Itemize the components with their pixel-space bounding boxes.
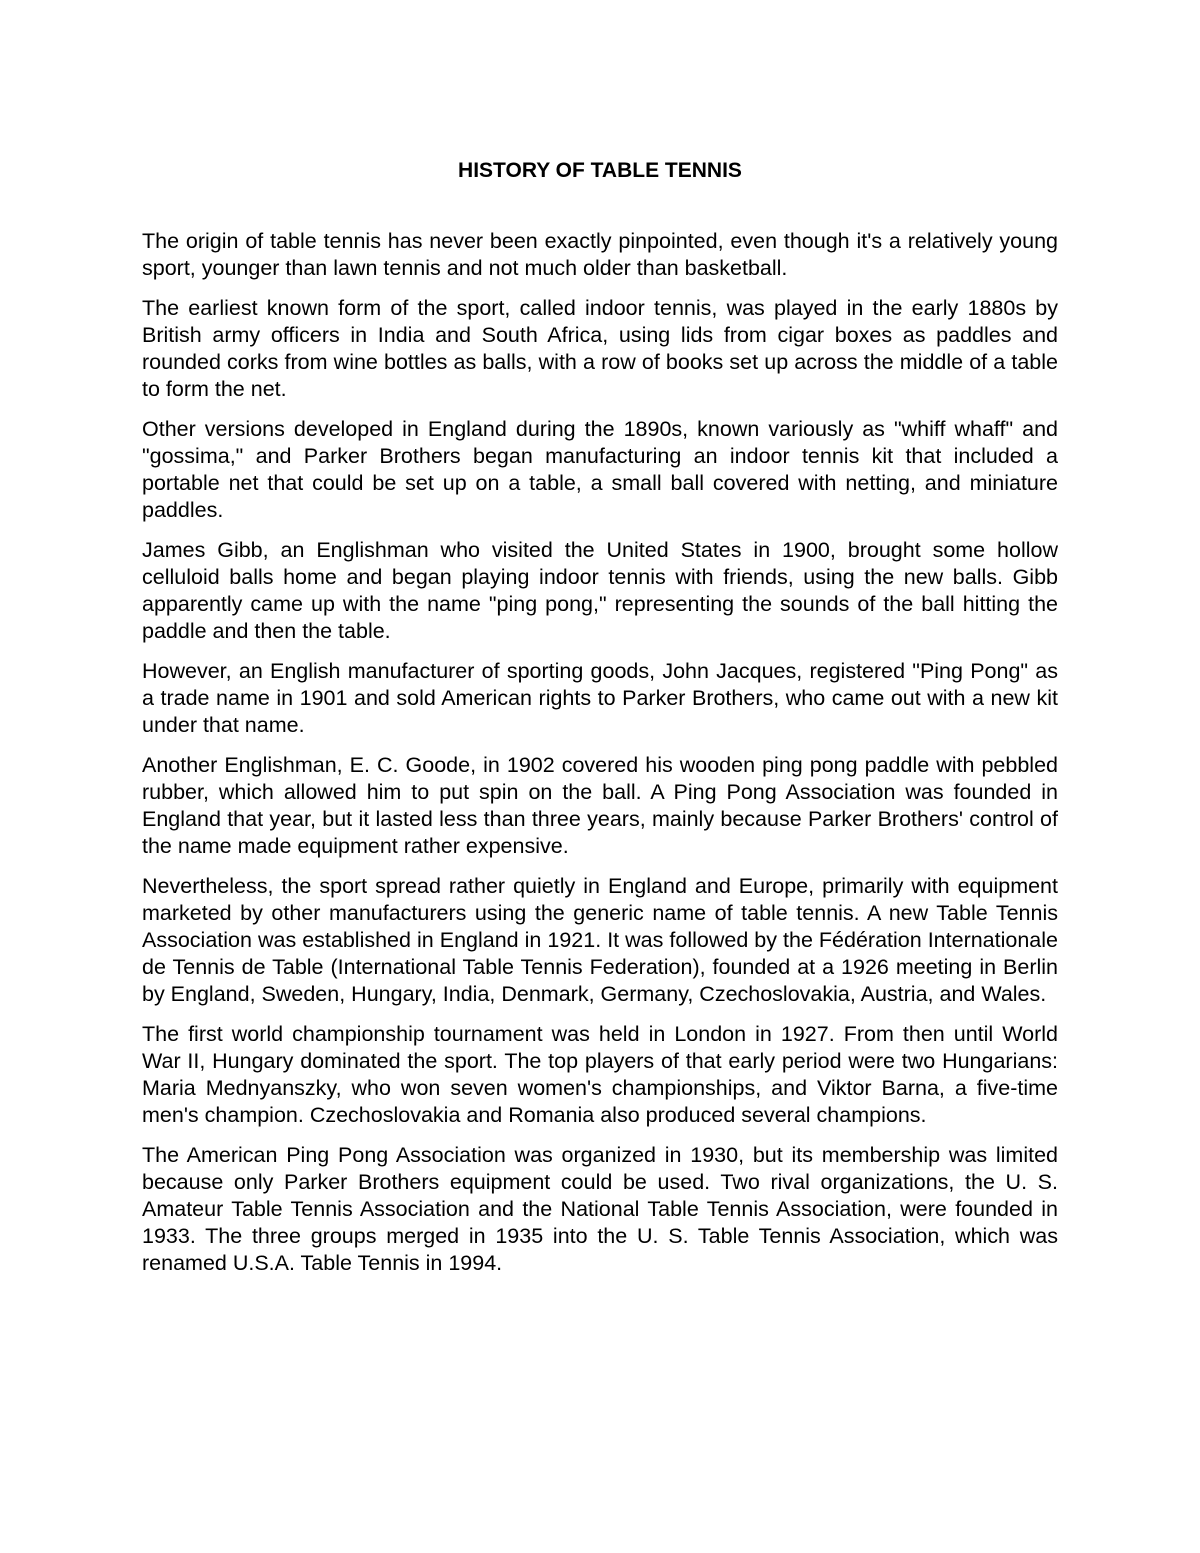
paragraph-federation: Nevertheless, the sport spread rather quietly in England and Europe, primarily with equipment marketed by other manufacturers using the generic name of table tennis. A new Table Tennis Association was established in England in 1921. It was followed by the Fédération Internationale de Tennis de Table (International Table Tennis Federation), founded at a 1926 meeting in Berlin by England, Sweden, Hungary, India, Denmark, Germany, Czechoslovakia, Austria, and Wales.: [142, 874, 1058, 1006]
page-title: HISTORY OF TABLE TENNIS: [458, 159, 742, 182]
paragraph-origin: The origin of table tennis has never been exactly pinpointed, even though it's a relatively young sport, younger than lawn tennis and not much older than basketball.: [142, 229, 1058, 280]
paragraph-other-versions: Other versions developed in England during the 1890s, known variously as "whiff whaff" and "gossima," and Parker Brothers began manufacturing an indoor tennis kit that included a portable net that could be set up on a table, a small ball covered with netting, and miniature paddles.: [142, 417, 1058, 522]
paragraph-john-jacques: However, an English manufacturer of sporting goods, John Jacques, registered "Ping Pong" as a trade name in 1901 and sold American rights to Parker Brothers, who came out with a new kit under that name.: [142, 659, 1058, 737]
paragraph-ec-goode: Another Englishman, E. C. Goode, in 1902 covered his wooden ping pong paddle with pebbled rubber, which allowed him to put spin on the ball. A Ping Pong Association was founded in England that year, but it lasted less than three years, mainly because Parker Brothers' control of the name made equipment rather expensive.: [142, 753, 1058, 858]
document-body: [142, 228, 1058, 1290]
paragraph-indoor-tennis: The earliest known form of the sport, called indoor tennis, was played in the early 1880s by British army officers in India and South Africa, using lids from cigar boxes as paddles and rounded corks from wine bottles as balls, with a row of books set up across the middle of a table to form the net.: [142, 296, 1058, 401]
paragraph-james-gibb: James Gibb, an Englishman who visited the United States in 1900, brought some hollow celluloid balls home and began playing indoor tennis with friends, using the new balls. Gibb apparently came up with the name "ping pong," representing the sounds of the ball hitting the paddle and then the table.: [142, 538, 1058, 643]
paragraph-american-association: The American Ping Pong Association was organized in 1930, but its membership was limited because only Parker Brothers equipment could be used. Two rival organizations, the U. S. Amateur Table Tennis Association and the National Table Tennis Association, were founded in 1933. The three groups merged in 1935 into the U. S. Table Tennis Association, which was renamed U.S.A. Table Tennis in 1994.: [142, 1143, 1058, 1275]
paragraph-world-championship: The first world championship tournament was held in London in 1927. From then until World War II, Hungary dominated the sport. The top players of that early period were two Hungarians: Maria Mednyanszky, who won seven women's championships, and Viktor Barna, a five-time men's champion. Czechoslovakia and Romania also produced several champions.: [142, 1022, 1058, 1127]
